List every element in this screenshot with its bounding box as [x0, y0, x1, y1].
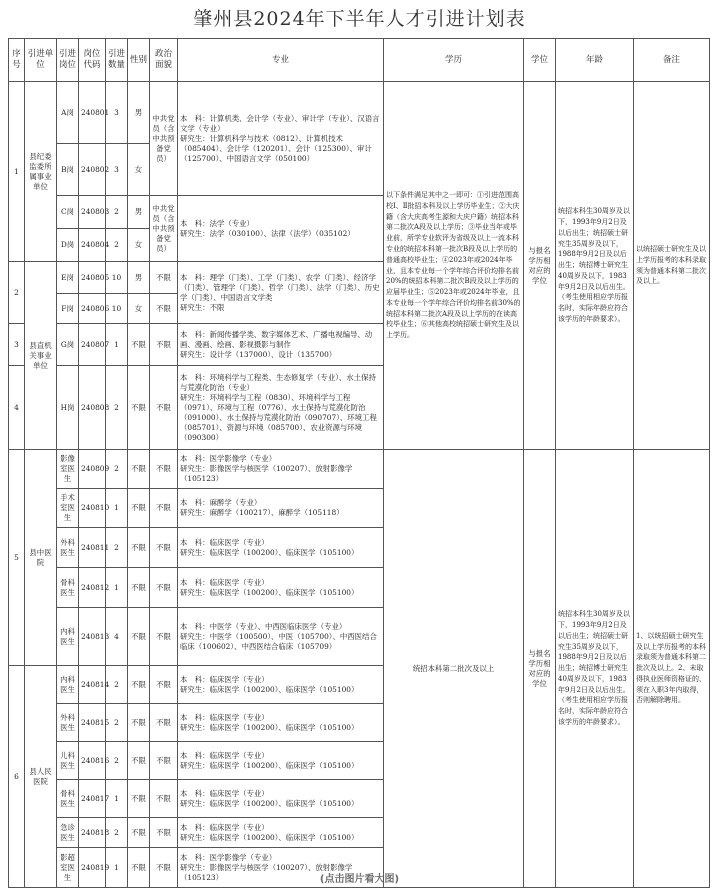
- count-cell: 10: [106, 294, 128, 324]
- major-graduate: 研究生：临床医学（100200）、临床医学（105100）: [180, 798, 359, 808]
- seq-cell: 1: [9, 82, 25, 262]
- major-cell: [178, 82, 384, 196]
- gender-cell: 女: [128, 144, 150, 196]
- header-code: 岗位代码: [79, 39, 106, 82]
- politics-cell: 不限: [150, 568, 178, 608]
- major-graduate: 研究生：设计学（137000）、设计（135700）: [180, 349, 337, 359]
- major-cell: [178, 704, 384, 742]
- gender-cell: 不限: [128, 848, 150, 888]
- header-major: 专业: [178, 39, 384, 82]
- count-cell: 2: [106, 528, 128, 568]
- code-cell: 240802: [79, 144, 106, 196]
- major-undergrad: 本 科：医学影像学（专业）: [180, 454, 277, 463]
- politics-cell: 不限: [150, 704, 178, 742]
- gender-cell: 不限: [128, 818, 150, 848]
- degree-cell: 与报名学历相对应的学位: [524, 450, 556, 888]
- gender-cell: 不限: [128, 450, 150, 489]
- code-cell: 240815: [79, 704, 106, 742]
- header-row: [9, 39, 710, 82]
- header-gender: 性别: [128, 39, 150, 82]
- major-undergrad: 本 科：理学（门类）、工学（门类）、农学（门类）、经济学（门类）、管理学（门类）、哲学（门类）、法学（门类）、历史学（门类）、中国语言文学类: [180, 272, 380, 302]
- post-cell: H岗: [57, 366, 79, 450]
- politics-cell: 不限: [150, 742, 178, 780]
- count-cell: 1: [106, 324, 128, 366]
- code-cell: 240805: [79, 262, 106, 294]
- major-graduate: 研究生：环境科学与工程（0830）、环境科学与工程（0971）、环境与工程（0776）、水土保持与荒漠化防治（091000）、水土保持与荒漠化防治（090707）、环境工程（085701）、资源与环境（085700）、农业资源与环境（090300）: [180, 392, 377, 442]
- header-unit: 引进单位: [25, 39, 57, 82]
- major-undergrad: 本 科：临床医学（专业）: [180, 712, 269, 722]
- major-cell: [178, 366, 384, 450]
- post-cell: E岗: [57, 262, 79, 294]
- code-cell: 240812: [79, 568, 106, 608]
- post-cell: 骨科医生: [57, 780, 79, 818]
- major-cell: [178, 262, 384, 324]
- politics-cell: 中共党员（含中共预备党员）: [150, 82, 178, 196]
- table-row: [9, 82, 710, 144]
- header-remark: 备注: [634, 39, 710, 82]
- count-cell: 2: [106, 742, 128, 780]
- major-undergrad: 本 科：临床医学（专业）: [180, 577, 269, 587]
- politics-cell: 不限: [150, 450, 178, 489]
- major-undergrad: 本 科：临床医学（专业）: [180, 750, 269, 760]
- unit-cell: 县直机关事业单位: [25, 262, 57, 450]
- header-age: 年龄: [556, 39, 634, 82]
- politics-cell: 不限: [150, 780, 178, 818]
- major-undergrad: 本 科：医学影像学（专业）: [180, 852, 277, 862]
- code-cell: 240801: [79, 82, 106, 144]
- major-graduate: 研究生：不限: [180, 302, 225, 312]
- code-cell: 240819: [79, 848, 106, 888]
- view-larger-link[interactable]: (点击图片看大图): [319, 874, 400, 885]
- major-graduate: 研究生：法学（030100）、法律（法学）（035102）: [180, 228, 355, 238]
- major-undergrad: 本 科：环境科学与工程类、生态修复学（专业）、水土保持与荒漠化防治（专业）: [180, 372, 376, 392]
- post-cell: 手术室医生: [57, 489, 79, 528]
- politics-cell: 不限: [150, 324, 178, 366]
- major-undergrad: 本 科：临床医学（专业）: [180, 788, 269, 798]
- major-cell: [178, 528, 384, 568]
- major-cell: [178, 742, 384, 780]
- header-education: 学历: [384, 39, 524, 82]
- major-graduate: 研究生：影像医学与核医学（100207）、放射影像学（105123）: [180, 862, 353, 882]
- gender-cell: 不限: [128, 666, 150, 704]
- major-undergrad: 本 科：麻醉学（专业）: [180, 498, 262, 507]
- header-post: 引进岗位: [57, 39, 79, 82]
- major-graduate: 研究生：临床医学（100200）、临床医学（105100）: [180, 832, 359, 842]
- count-cell: 2: [106, 229, 128, 262]
- post-cell: G岗: [57, 324, 79, 366]
- count-cell: 2: [106, 818, 128, 848]
- age-cell: 统招本科生30周岁及以下，1993年9月2日及以后出生；统招硕士研究生35周岁及以下，1988年9月2日及以后出生；统招博士研究生40周岁及以下，1983年9月2日及以后出生。（考生使用相应学历报名时，实际年龄应符合该学历的年龄要求）。: [556, 450, 634, 888]
- major-undergrad: 本 科：新闻传播学类、数字媒体艺术、广播电视编导、动画、漫画、绘画、影视摄影与制作: [180, 329, 373, 349]
- gender-cell: 不限: [128, 324, 150, 366]
- code-cell: 240809: [79, 450, 106, 489]
- header-politics: 政治面貌: [150, 39, 178, 82]
- gender-cell: 男: [128, 262, 150, 294]
- header-seq: 序号: [9, 39, 25, 82]
- table-row: [9, 450, 710, 489]
- major-graduate: 研究生：临床医学（100200）、临床医学（105100）: [180, 684, 359, 694]
- politics-cell: 不限: [150, 608, 178, 666]
- post-cell: 骨科医生: [57, 568, 79, 608]
- code-cell: 240813: [79, 608, 106, 666]
- major-graduate: 研究生：临床医学（100200）、临床医学（105100）: [180, 722, 359, 732]
- seq-cell: 5: [9, 450, 25, 666]
- education-cell: 以下条件满足其中之一即可：①引进范围高校Ⅰ、Ⅱ批招本科及以上学历毕业生；②大庆籍（含大庆高考生源和大庆户籍）统招本科第二批次A段及以上学历；③毕业当年或毕业前，所学专业软评为省级及以上一流本科专业的统招本科第一批次B段及以上学历的普通高校毕业生；④2023年或2024年毕业，且本专业每一个学年综合评价均排名前20%的统招本科第二批次B段及以上学历的应届毕业生；⑤2023年或2024年毕业，且本专业每一个学年综合评价均排名前30%的统招本科第二批次A段及以上学历的在读高校毕业生；⑥其他高校统招硕士研究生及以上学历。: [384, 82, 524, 450]
- code-cell: 240808: [79, 366, 106, 450]
- code-cell: 240817: [79, 780, 106, 818]
- header-count: 引进数量: [106, 39, 128, 82]
- major-graduate: 研究生：计算机科学与技术（0812）、计算机技术（085404）、会计学（120201）、会计（125300）、审计（125700）、中国语言文学（050100）: [180, 133, 372, 163]
- post-cell: 内科医生: [57, 666, 79, 704]
- post-cell: 外科医生: [57, 528, 79, 568]
- post-cell: 儿科医生: [57, 742, 79, 780]
- post-cell: 内科医生: [57, 608, 79, 666]
- major-graduate: 研究生：麻醉学（100217）、麻醉学（105118）: [180, 508, 344, 517]
- post-cell: C岗: [57, 196, 79, 229]
- major-cell: [178, 780, 384, 818]
- count-cell: 3: [106, 82, 128, 144]
- major-graduate: 研究生：临床医学（100200）、临床医学（105100）: [180, 547, 359, 557]
- count-cell: 3: [106, 144, 128, 196]
- seq-cell: 2: [9, 262, 25, 324]
- degree-cell: 与报名学历相对应的学位: [524, 82, 556, 450]
- post-cell: 影像室医生: [57, 450, 79, 489]
- major-undergrad: 本 科：法学（专业）: [180, 218, 254, 228]
- gender-cell: 女: [128, 229, 150, 262]
- recruitment-plan-table: [8, 38, 710, 888]
- major-undergrad: 本 科：中医学（专业）、中西医临床医学（专业）: [180, 621, 347, 631]
- count-cell: 4: [106, 608, 128, 666]
- code-cell: 240807: [79, 324, 106, 366]
- politics-cell: 不限: [150, 294, 178, 324]
- major-cell: [178, 450, 384, 489]
- post-cell: 外科医生: [57, 704, 79, 742]
- politics-cell: 不限: [150, 528, 178, 568]
- code-cell: 240816: [79, 742, 106, 780]
- code-cell: 240803: [79, 196, 106, 229]
- major-cell: [178, 568, 384, 608]
- politics-cell: 中共党员（含中共预备党员）: [150, 196, 178, 262]
- gender-cell: 不限: [128, 780, 150, 818]
- unit-cell: 县人民医院: [25, 666, 57, 888]
- unit-cell: 县中医院: [25, 450, 57, 666]
- count-cell: 2: [106, 666, 128, 704]
- major-cell: [178, 818, 384, 848]
- gender-cell: 男: [128, 82, 150, 144]
- major-cell: [178, 489, 384, 528]
- gender-cell: 不限: [128, 489, 150, 528]
- count-cell: 2: [106, 196, 128, 229]
- count-cell: 2: [106, 704, 128, 742]
- header-degree: 学位: [524, 39, 556, 82]
- code-cell: 240810: [79, 489, 106, 528]
- code-cell: 240811: [79, 528, 106, 568]
- major-undergrad: 本 科：临床医学（专业）: [180, 537, 269, 547]
- count-cell: 2: [106, 450, 128, 489]
- age-cell: 统招本科生30周岁及以下，1993年9月2日及以后出生；统招硕士研究生35周岁及以下，1988年9月2日及以后出生；统招博士研究生40周岁及以下，1983年9月2日及以后出生。（考生使用相应学历报名时，实际年龄应符合该学历的年龄要求）。: [556, 82, 634, 450]
- count-cell: 1: [106, 848, 128, 888]
- major-cell: [178, 666, 384, 704]
- post-cell: D岗: [57, 229, 79, 262]
- gender-cell: 不限: [128, 742, 150, 780]
- code-cell: 240818: [79, 818, 106, 848]
- unit-cell: 县纪委监委所属事业单位: [25, 82, 57, 262]
- major-cell: [178, 608, 384, 666]
- major-graduate: 研究生：临床医学（100200）、临床医学（105100）: [180, 587, 359, 597]
- politics-cell: 不限: [150, 818, 178, 848]
- seq-cell: 6: [9, 666, 25, 888]
- politics-cell: 不限: [150, 666, 178, 704]
- seq-cell: 3: [9, 324, 25, 366]
- politics-cell: 不限: [150, 366, 178, 450]
- major-graduate: 研究生：中医学（100500）、中医（105700）、中西医结合临床（100602）、中西医结合临床（105709）: [180, 631, 377, 651]
- code-cell: 240806: [79, 294, 106, 324]
- document-title: 肇州县2024年下半年人才引进计划表: [193, 8, 526, 30]
- major-graduate: 研究生：临床医学（100200）、临床医学（105100）: [180, 760, 359, 770]
- gender-cell: 男: [128, 196, 150, 229]
- post-cell: B岗: [57, 144, 79, 196]
- gender-cell: 不限: [128, 528, 150, 568]
- gender-cell: 不限: [128, 366, 150, 450]
- code-cell: 240814: [79, 666, 106, 704]
- gender-cell: 女: [128, 294, 150, 324]
- politics-cell: 不限: [150, 489, 178, 528]
- major-undergrad: 本 科：计算机类、会计学（专业）、审计学（专业）、汉语言文学（专业）: [180, 113, 380, 133]
- count-cell: 2: [106, 366, 128, 450]
- major-graduate: 研究生：影像医学与核医学（100207）、放射影像学（105123）: [180, 464, 353, 483]
- gender-cell: 不限: [128, 608, 150, 666]
- major-cell: [178, 196, 384, 262]
- remark-cell: 1、以统招硕士研究生及以上学历报考的本科录取须为普通本科第二批次及以上。2、未取得执业医师资格证的，须在入职3年内取得，否则解除聘用。: [634, 450, 710, 888]
- gender-cell: 不限: [128, 704, 150, 742]
- count-cell: 1: [106, 489, 128, 528]
- gender-cell: 不限: [128, 568, 150, 608]
- major-cell: [178, 324, 384, 366]
- remark-cell: 以统招硕士研究生及以上学历报考的本科录取须为普通本科第二批次及以上。: [634, 82, 710, 450]
- code-cell: 240804: [79, 229, 106, 262]
- seq-cell: 4: [9, 366, 25, 450]
- politics-cell: 不限: [150, 262, 178, 294]
- politics-cell: 不限: [150, 848, 178, 888]
- education-cell: 统招本科第二批次及以上: [384, 450, 524, 888]
- count-cell: 1: [106, 780, 128, 818]
- post-cell: A岗: [57, 82, 79, 144]
- major-undergrad: 本 科：临床医学（专业）: [180, 822, 269, 832]
- count-cell: 1: [106, 568, 128, 608]
- post-cell: 急诊医生: [57, 818, 79, 848]
- major-undergrad: 本 科：临床医学（专业）: [180, 674, 269, 684]
- count-cell: 10: [106, 262, 128, 294]
- post-cell: 影超室医生: [57, 848, 79, 888]
- post-cell: F岗: [57, 294, 79, 324]
